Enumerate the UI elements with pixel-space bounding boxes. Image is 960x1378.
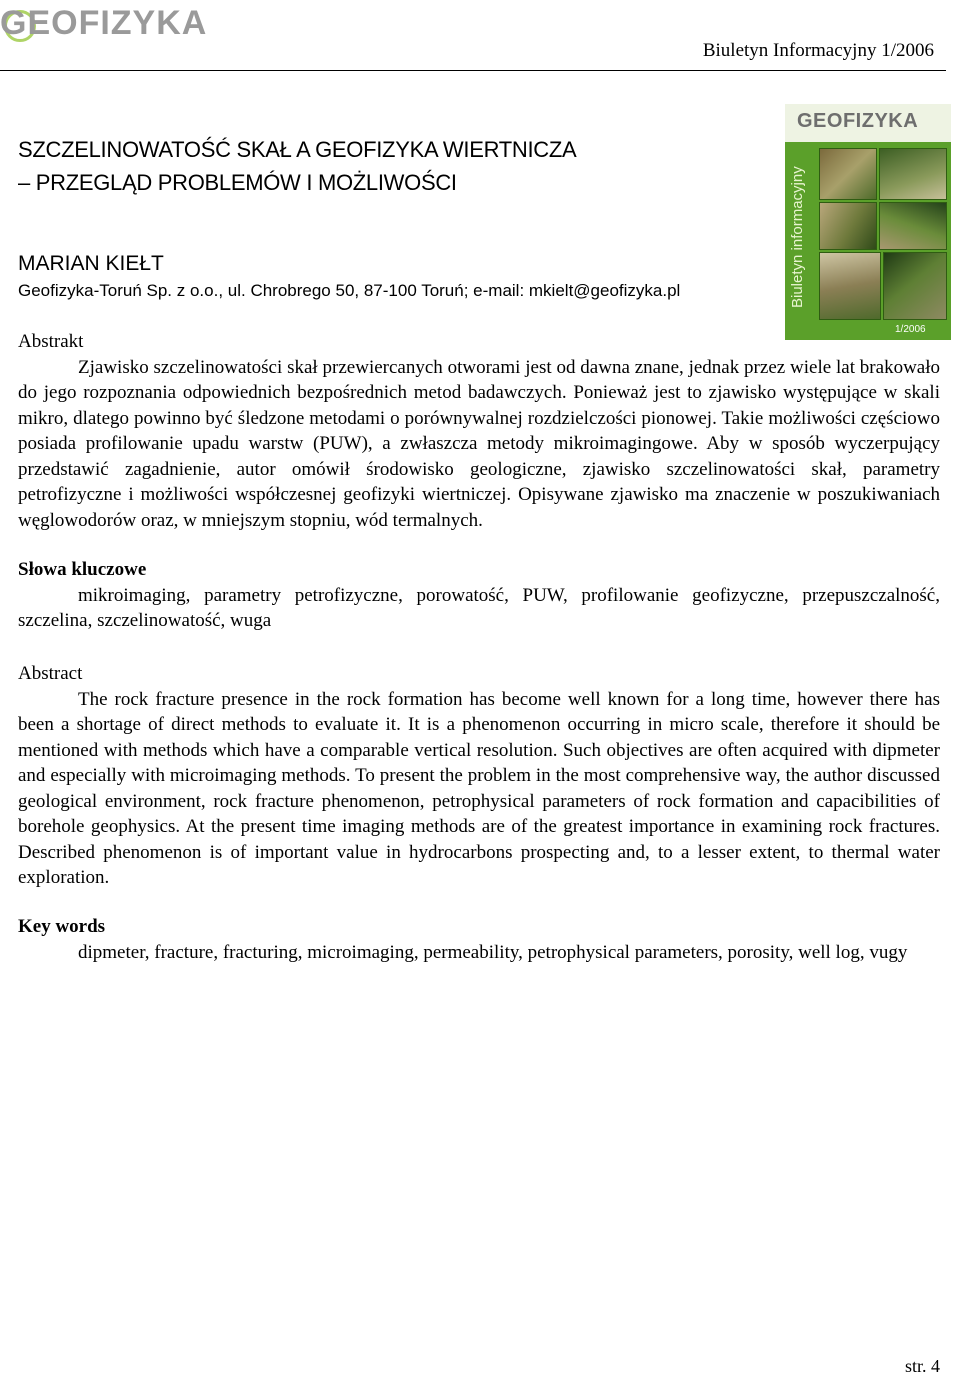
cover-photo (883, 252, 947, 320)
running-head: Biuletyn Informacyjny 1/2006 (702, 40, 934, 61)
title-line: – PRZEGLĄD PROBLEMÓW I MOŻLIWOŚCI (18, 170, 457, 195)
cover-side-title: Biuletyn informacyjny (789, 166, 806, 308)
header-logo (0, 4, 207, 42)
cover-logo: GEOFIZYKA (797, 110, 919, 132)
slowa-kluczowe-heading: Słowa kluczowe (18, 559, 147, 580)
key-words-section (18, 914, 940, 965)
abstract-section (18, 661, 940, 891)
title-line: SZCZELINOWATOŚĆ SKAŁ A GEOFIZYKA WIERTNICZA (18, 137, 577, 162)
abstract-heading: Abstract (18, 663, 83, 684)
key-words-heading: Key words (18, 916, 106, 937)
page-number: str. 4 (904, 1356, 940, 1376)
abstract-body: The rock fracture presence in the rock formation has become well known for a long time, however there has been a shortage of direct methods to evaluate it. It is a phenomenon occurring in micro scale, therefore it should be mentioned with methods which have a comparable vertical resolution. Such objectives are often acquired with dipmeter and especially with microimaging methods. To present the problem in the most comprehensive way, the author discussed geological environment, rock fracture phenomenon, petrophysical parameters of rock formation and capacibilities of borehole geophysics. At the present time imaging methods are of the greatest importance in examining rock fractures. Described phenomenon is of important value in hydrocarbons prospecting and, to a lesser extent, to thermal water exploration. (18, 688, 940, 888)
cover-photo (879, 148, 947, 200)
cover-photo (879, 202, 947, 250)
header-logo-text: GEOFIZYKA (0, 4, 208, 42)
article-title (18, 133, 576, 199)
cover-photo (819, 148, 877, 200)
slowa-kluczowe-body: mikroimaging, parametry petrofizyczne, porowatość, PUW, profilowanie geofizyczne, przepuszczalność, szczelina, szczelinowatość, wuga (18, 584, 940, 631)
author-name: MARIAN KIEŁT (18, 252, 164, 275)
cover-issue: 1/2006 (895, 324, 926, 335)
slowa-kluczowe-section (18, 557, 940, 634)
cover-photo (819, 202, 877, 250)
abstrakt-section (18, 329, 940, 533)
journal-cover-image (785, 104, 951, 340)
abstrakt-heading: Abstrakt (18, 331, 84, 352)
cover-top-band (785, 104, 951, 142)
header-divider (0, 70, 946, 71)
author-affiliation: Geofizyka-Toruń Sp. z o.o., ul. Chrobrego 50, 87-100 Toruń; e-mail: mkielt@geofizyka.pl (18, 281, 681, 300)
abstrakt-body: Zjawisko szczelinowatości skał przewiercanych otworami jest od dawna znane, jednak przez wiele lat brakowało do jego rozpoznania odpowiednich bezpośrednich metod badawczych. Ponieważ jest to zjawisko występujące w skali mikro, dlatego powinno być śledzone metodami o porównywalnej rozdzielczości pionowej. Takie możliwości częściowo posiada profilowanie upadu warstw (PUW), a zwłaszcza metody mikroimagingowe. Aby w sposób wyczerpujący przedstawić zagadnienie, autor omówił środowisko geologiczne, zjawisko szczelinowatości skał, parametry petrofizyczne i możliwości współczesnej geofizyki wiertniczej. Opisywane zjawisko ma znaczenie w poszukiwaniach węglowodorów oraz, w mniejszym stopniu, wód termalnych. (18, 356, 940, 531)
cover-photo (819, 252, 881, 320)
key-words-body: dipmeter, fracture, fracturing, microimaging, permeability, petrophysical parameters, porosity, well log, vugy (78, 941, 908, 963)
